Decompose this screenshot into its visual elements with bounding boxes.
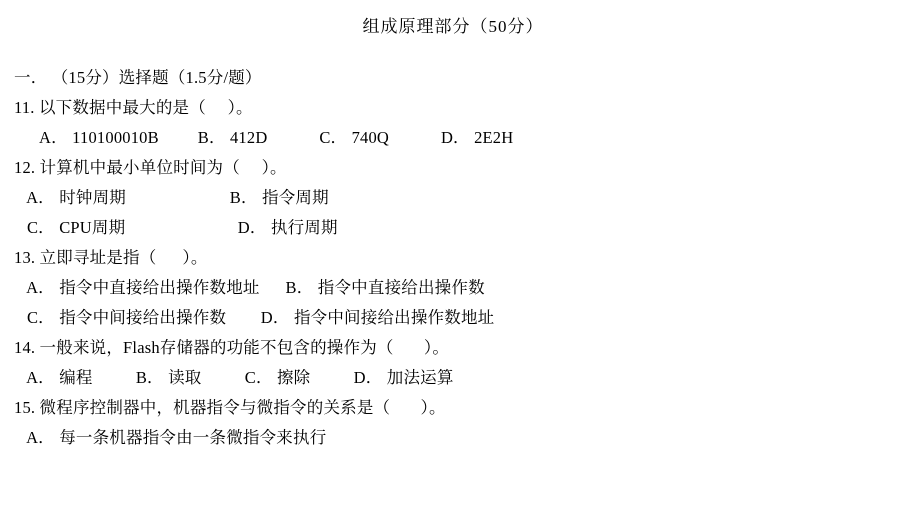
question-stem-11: 11. 以下数据中最大的是（ ）。: [14, 98, 253, 117]
question-options-11-line-1: A． 110100010B B． 412D C． 740Q D． 2E2H: [14, 128, 514, 147]
question-options-14-line-1: A． 编程 B． 读取 C． 擦除 D． 加法运算: [14, 368, 454, 387]
question-options-13-line-1: A． 指令中直接给出操作数地址 B． 指令中直接给出操作数: [14, 278, 485, 297]
question-options-15-line-1: A． 每一条机器指令由一条微指令来执行: [14, 428, 327, 447]
question-stem-14: 14. 一般来说，Flash存储器的功能不包含的操作为（ ）。: [14, 338, 450, 357]
page-title: 组成原理部分（50分）: [362, 17, 544, 36]
section-heading: 一． （15分）选择题（1.5分/题）: [14, 68, 262, 87]
question-options-13-line-2: C． 指令中间接给出操作数 D． 指令中间接给出操作数地址: [14, 308, 495, 327]
document-page: [0, 12, 906, 521]
question-options-12-line-2: C． CPU周期 D． 执行周期: [14, 218, 338, 237]
question-stem-15: 15. 微程序控制器中，机器指令与微指令的关系是（ ）。: [14, 398, 446, 417]
question-options-12-line-1: A． 时钟周期 B． 指令周期: [14, 188, 329, 207]
question-stem-12: 12. 计算机中最小单位时间为（ ）。: [14, 158, 287, 177]
question-stem-13: 13. 立即寻址是指（ ）。: [14, 248, 208, 267]
document-body: [0, 63, 906, 453]
